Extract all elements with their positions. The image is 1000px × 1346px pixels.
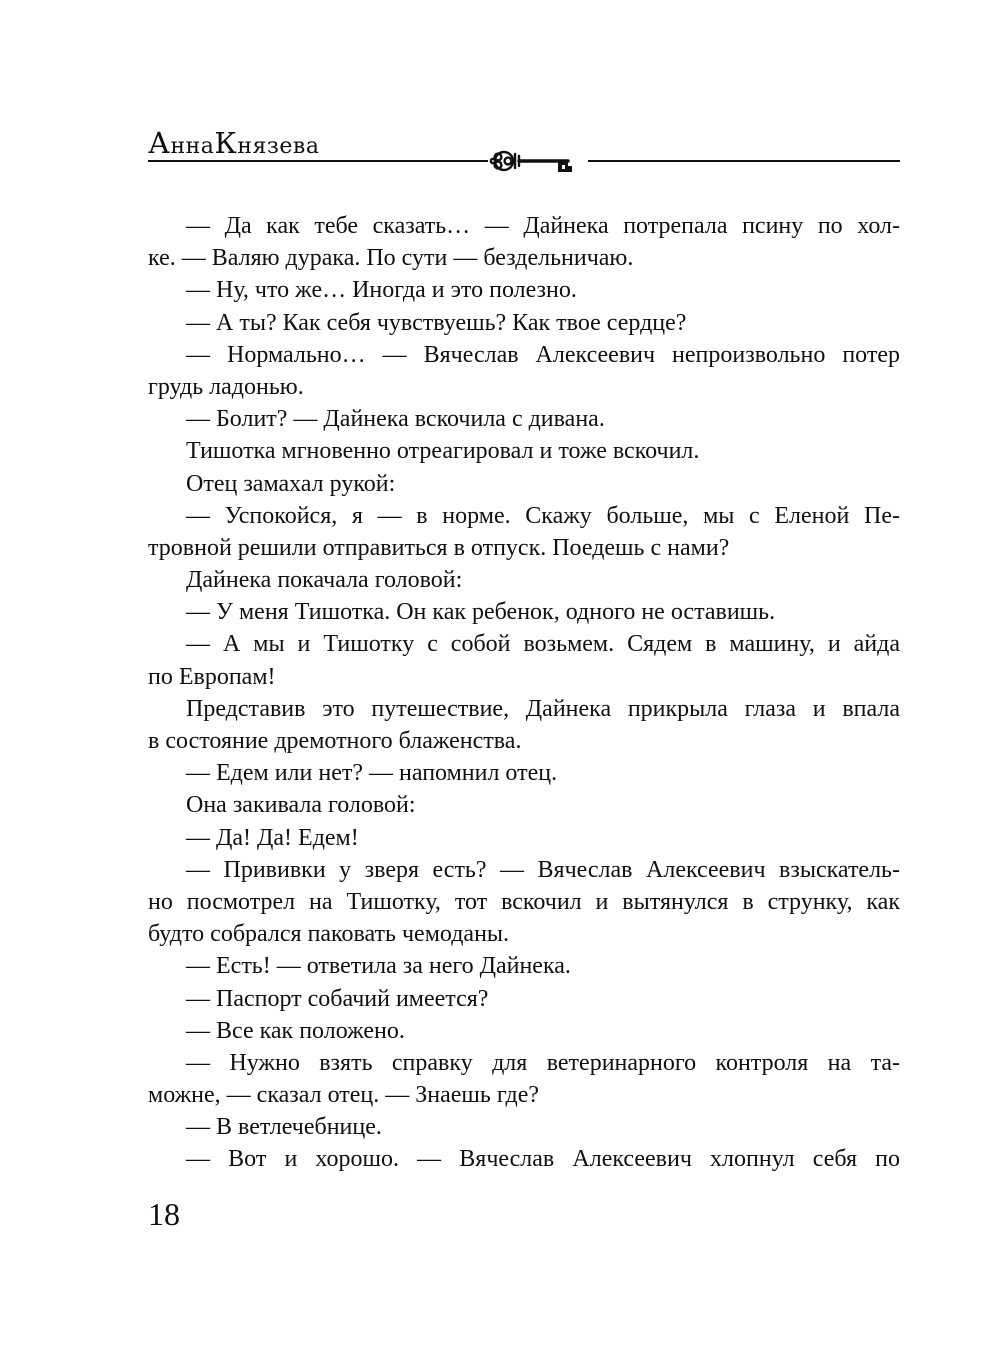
text-line: — Едем или нет? — напомнил отец. (186, 760, 558, 787)
text-line: ке. — Валяю дурака. По сути — бездельничаю. (148, 245, 634, 272)
text-line: Представив это путешествие, Дайнека прикрыла глаза и впала (186, 695, 900, 722)
text-line: — Прививки у зверя есть? — Вячеслав Алексеевич взыскатель- (186, 856, 900, 883)
text-line: в состояние дремотного блаженства. (148, 728, 522, 754)
text-line: — А ты? Как себя чувствуешь? Как твое сердце? (186, 309, 687, 336)
text-line: — Нужно взять справку для ветеринарного контроля на та- (186, 1049, 900, 1076)
text-line: — В ветлечебнице. (186, 1114, 382, 1141)
text-line: — У меня Тишотка. Он как ребенок, одного не оставишь. (186, 599, 776, 626)
text-line: — Все как положено. (186, 1017, 405, 1044)
text-line: — Да! Да! Едем! (186, 824, 359, 851)
text-line: — Есть! — ответила за него Дайнека. (186, 953, 571, 980)
body-text (148, 210, 900, 1176)
author-first-initial: А (148, 126, 171, 160)
text-line: по Европам! (148, 663, 276, 690)
text-line: будто собрался паковать чемоданы. (148, 921, 510, 948)
author-last-initial: К (214, 126, 238, 160)
text-line: — Нормально… — Вячеслав Алексеевич непроизвольно потер (186, 341, 900, 368)
text-line: можне, — сказал отец. — Знаешь где? (148, 1082, 540, 1109)
text-line: — Вот и хорошо. — Вячеслав Алексеевич хлопнул себя по (186, 1146, 900, 1173)
text-line: но посмотрел на Тишотку, тот вскочил и вытянулся в струнку, как (148, 888, 900, 915)
text-line: — Успокойся, я — в норме. Скажу больше, мы с Еленой Пе- (186, 502, 900, 529)
text-line: Тишотка мгновенно отреагировал и тоже вскочил. (186, 438, 700, 465)
text-line: Отец замахал рукой: (186, 470, 396, 497)
text-line: — Болит? — Дайнека вскочила с дивана. (186, 406, 605, 433)
text-line: грудь ладонью. (148, 373, 304, 400)
author-last-rest: нязева (237, 134, 320, 159)
page-number: 18 (148, 1196, 180, 1232)
author-first-rest: нна (170, 134, 215, 159)
text-line: — Да как тебе сказать… — Дайнека потрепала псину по хол- (186, 213, 900, 239)
text-line: — Ну, что же… Иногда и это полезно. (186, 277, 577, 304)
text-line: — Паспорт собачий имеется? (186, 985, 489, 1012)
text-line: Она закивала головой: (186, 792, 416, 819)
text-line: — А мы и Тишотку с собой возьмем. Сядем в машину, и айда (186, 631, 900, 658)
text-line: Дайнека покачала головой: (186, 567, 463, 594)
running-head-author (148, 126, 319, 160)
text-line: тровной решили отправиться в отпуск. Поедешь с нами? (148, 534, 730, 561)
key-icon (488, 146, 588, 176)
